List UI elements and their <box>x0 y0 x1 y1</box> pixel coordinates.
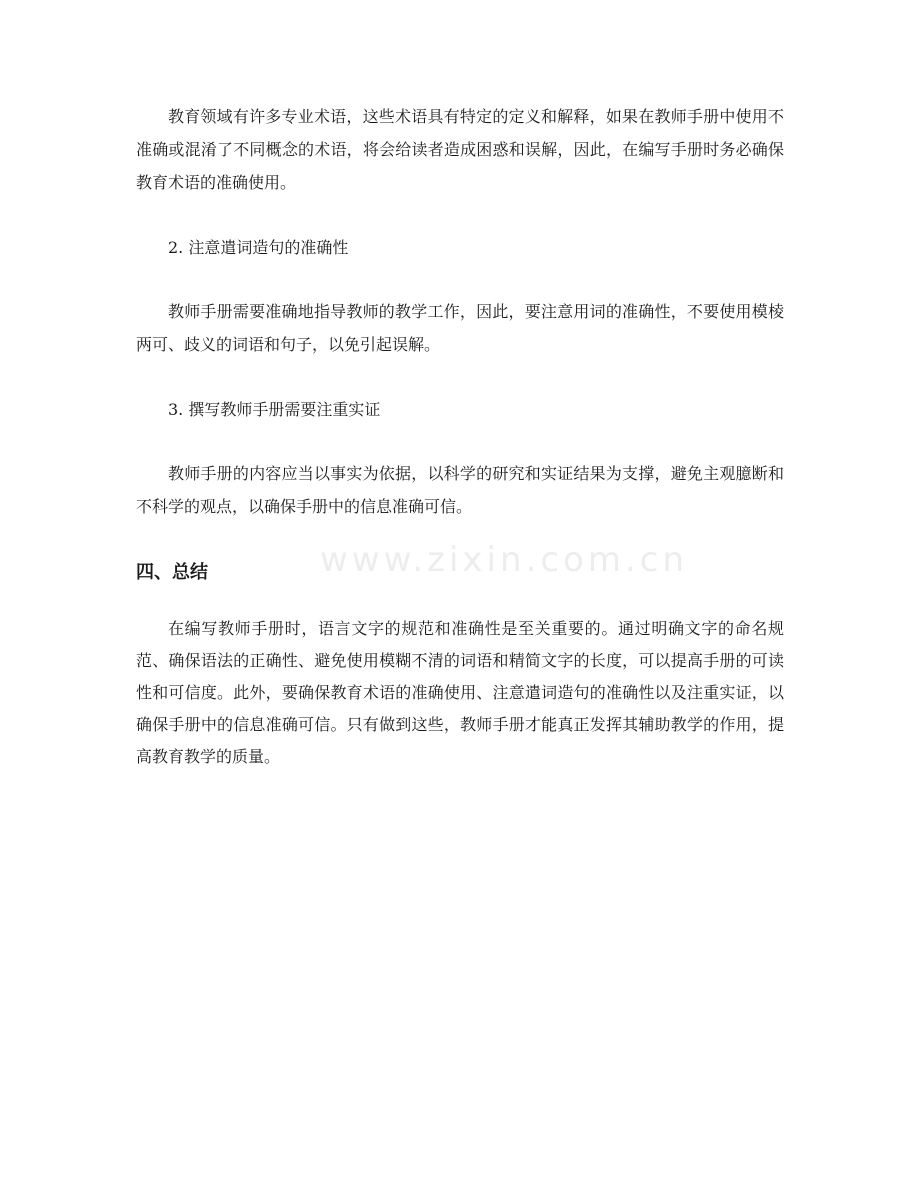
watermark-text: www.zixin.com.cn <box>320 540 688 580</box>
subheading-evidence: 3. 撰写教师手册需要注重实证 <box>168 400 381 419</box>
paragraph-summary: 在编写教师手册时，语言文字的规范和准确性是至关重要的。通过明确文字的命名规范、确保语法的正确性、避免使用模糊不清的词语和精简文字的长度，可以提高手册的可读性和可信度。此外，要确保教育术语的准确使用、注意遣词造句的准确性以及注重实证，以确保手册中的信息准确可信。只有做到这些，教师手册才能真正发挥其辅助教学的作用，提高教育教学的质量。 <box>136 619 784 766</box>
subheading-wording-accuracy: 2. 注意遣词造句的准确性 <box>168 238 349 257</box>
document-body <box>136 100 784 809</box>
section-heading-summary: 四、总结 <box>136 562 208 583</box>
paragraph-terms: 教育领域有许多专业术语，这些术语具有特定的定义和解释，如果在教师手册中使用不准确或混淆了不同概念的术语，将会给读者造成困惑和误解，因此，在编写手册时务必确保教育术语的准确使用。 <box>136 107 784 192</box>
paragraph-evidence: 教师手册的内容应当以事实为依据，以科学的研究和实证结果为支撑，避免主观臆断和不科学的观点，以确保手册中的信息准确可信。 <box>136 464 784 516</box>
paragraph-wording: 教师手册需要准确地指导教师的教学工作，因此，要注意用词的准确性，不要使用模棱两可、歧义的词语和句子，以免引起误解。 <box>136 302 784 354</box>
